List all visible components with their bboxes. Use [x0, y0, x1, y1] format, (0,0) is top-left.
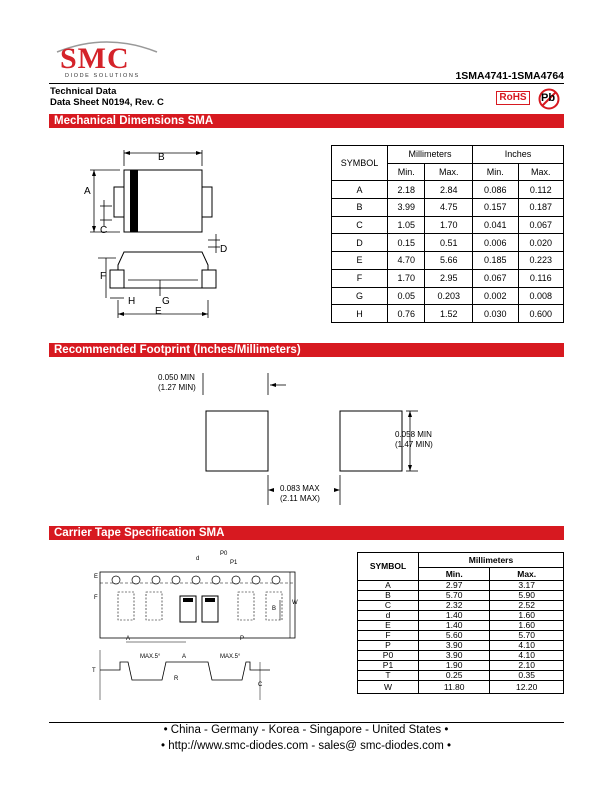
- cell: 5.66: [425, 252, 473, 270]
- col-symbol: SYMBOL: [358, 553, 419, 581]
- cell: 2.95: [425, 269, 473, 287]
- cell: A: [332, 181, 388, 199]
- dim-label-g: G: [162, 296, 170, 307]
- cell: 5.60: [419, 631, 490, 641]
- cell: 1.90: [419, 661, 490, 671]
- table-row: [358, 681, 564, 694]
- table-row: [358, 641, 564, 651]
- cell: 4.10: [490, 651, 564, 661]
- cell: 0.067: [518, 216, 563, 234]
- tape-label-p1: P1: [230, 560, 238, 566]
- cell: 5.70: [419, 591, 490, 601]
- cell: 1.40: [419, 611, 490, 621]
- table-row: [358, 581, 564, 591]
- dim-label-h: H: [128, 296, 136, 307]
- cell: 2.84: [425, 181, 473, 199]
- cell: T: [358, 671, 419, 681]
- tape-label-max5-right: MAX.5°: [220, 654, 241, 660]
- cell: 4.75: [425, 199, 473, 217]
- footprint-max-in: 0.083 MAX: [280, 484, 320, 493]
- tape-label-max5-left: MAX.5°: [140, 654, 161, 660]
- table-row: [332, 287, 564, 305]
- cell: 1.05: [388, 216, 425, 234]
- table-row: [358, 621, 564, 631]
- cell: 4.10: [490, 641, 564, 651]
- col-millimeters: Millimeters: [419, 553, 564, 568]
- section-carrier-tape: Carrier Tape Specification SMA: [49, 526, 564, 540]
- cell: D: [332, 234, 388, 252]
- dim-label-e: E: [155, 306, 162, 317]
- cell: B: [358, 591, 419, 601]
- cell: 5.70: [490, 631, 564, 641]
- cell: 4.70: [388, 252, 425, 270]
- cell: 5.90: [490, 591, 564, 601]
- table-row: [358, 651, 564, 661]
- pb-free-icon: [538, 88, 560, 110]
- col-min: Min.: [419, 568, 490, 581]
- table-row: [358, 591, 564, 601]
- cell: 0.203: [425, 287, 473, 305]
- doc-type: Technical Data: [50, 86, 117, 97]
- cell: 0.223: [518, 252, 563, 270]
- footprint-min-height-mm: (1.47 MIN): [395, 440, 433, 449]
- cell: 1.60: [490, 611, 564, 621]
- cell: 2.18: [388, 181, 425, 199]
- cell: 1.52: [425, 305, 473, 323]
- cell: H: [332, 305, 388, 323]
- cell: 0.25: [419, 671, 490, 681]
- table-row: [358, 671, 564, 681]
- col-millimeters: Millimeters: [388, 146, 473, 164]
- cell: P1: [358, 661, 419, 671]
- tape-label-d: d: [196, 556, 200, 562]
- rohs-text: RoHS: [499, 92, 527, 103]
- cell: 0.187: [518, 199, 563, 217]
- carrier-tape-drawing: [90, 550, 310, 710]
- cell: F: [358, 631, 419, 641]
- cell: 0.006: [473, 234, 518, 252]
- cell: P0: [358, 651, 419, 661]
- cell: 0.157: [473, 199, 518, 217]
- table-row: [332, 234, 564, 252]
- cell: 1.70: [425, 216, 473, 234]
- col-min: Min.: [388, 163, 425, 181]
- cell: 0.185: [473, 252, 518, 270]
- cell: 0.76: [388, 305, 425, 323]
- col-symbol: SYMBOL: [332, 146, 388, 181]
- col-max: Max.: [518, 163, 563, 181]
- cell: E: [332, 252, 388, 270]
- cell: B: [332, 199, 388, 217]
- cell: G: [332, 287, 388, 305]
- tape-spec-table: [357, 552, 564, 694]
- cell: 2.32: [419, 601, 490, 611]
- cell: 3.90: [419, 651, 490, 661]
- cell: 0.041: [473, 216, 518, 234]
- dim-label-f: F: [100, 271, 107, 282]
- tape-label-f: F: [94, 595, 98, 601]
- header-rule: [49, 83, 564, 84]
- table-row: [332, 252, 564, 270]
- cell: 11.80: [419, 681, 490, 694]
- cell: 2.10: [490, 661, 564, 671]
- footprint-min-width-mm: (1.27 MIN): [158, 383, 196, 392]
- cell: 0.51: [425, 234, 473, 252]
- table-row: [358, 661, 564, 671]
- footprint-min-width-in: 0.050 MIN: [158, 373, 195, 382]
- logo-text: SMC: [60, 42, 130, 75]
- pb-text: Pb: [541, 92, 556, 104]
- table-row: [332, 216, 564, 234]
- footprint-min-height-in: 0.058 MIN: [395, 430, 432, 439]
- cell: 0.086: [473, 181, 518, 199]
- logo-subtitle: DIODE SOLUTIONS: [65, 73, 140, 79]
- cell: 1.60: [490, 621, 564, 631]
- cell: 0.008: [518, 287, 563, 305]
- col-max: Max.: [425, 163, 473, 181]
- cell: 3.99: [388, 199, 425, 217]
- data-sheet-number: Data Sheet N0194, Rev. C: [50, 97, 164, 108]
- footer-countries: • China - Germany - Korea - Singapore - United States •: [163, 724, 449, 736]
- tape-label-c: C: [258, 682, 263, 688]
- tape-label-a-bottom: A: [182, 654, 187, 660]
- tape-label-t: T: [92, 668, 96, 674]
- dim-label-a: A: [84, 186, 91, 197]
- cell: 0.35: [490, 671, 564, 681]
- table-row: [332, 199, 564, 217]
- cell: P: [358, 641, 419, 651]
- table-row: [332, 305, 564, 323]
- table-row: [358, 631, 564, 641]
- dim-label-c: C: [100, 225, 108, 236]
- footer-contact: • http://www.smc-diodes.com - sales@ smc-diodes.com •: [160, 740, 452, 752]
- dimension-table: [331, 145, 564, 323]
- col-inches: Inches: [473, 146, 564, 164]
- cell: 0.112: [518, 181, 563, 199]
- cell: 0.05: [388, 287, 425, 305]
- tape-label-p0: P0: [220, 551, 228, 557]
- cell: A: [358, 581, 419, 591]
- col-min: Min.: [473, 163, 518, 181]
- dim-label-d: D: [220, 244, 228, 255]
- tape-label-r: R: [174, 676, 179, 682]
- table-row: [332, 269, 564, 287]
- part-range: 1SMA4741-1SMA4764: [455, 70, 564, 82]
- tape-label-p: P: [240, 636, 245, 642]
- cell: 0.116: [518, 269, 563, 287]
- tape-label-b: B: [272, 606, 277, 612]
- cell: 0.600: [518, 305, 563, 323]
- footprint-max-mm: (2.11 MAX): [280, 494, 320, 503]
- col-max: Max.: [490, 568, 564, 581]
- section-mechanical: Mechanical Dimensions SMA: [49, 114, 564, 128]
- cell: 0.030: [473, 305, 518, 323]
- table-row: [358, 601, 564, 611]
- brand-logo: [52, 36, 162, 82]
- cell: F: [332, 269, 388, 287]
- cell: 0.067: [473, 269, 518, 287]
- cell: 3.90: [419, 641, 490, 651]
- cell: d: [358, 611, 419, 621]
- cell: 1.40: [419, 621, 490, 631]
- cell: 2.52: [490, 601, 564, 611]
- footer-rule: [49, 722, 564, 723]
- cell: 1.70: [388, 269, 425, 287]
- tape-label-e: E: [94, 574, 99, 580]
- cell: W: [358, 681, 419, 694]
- cell: C: [332, 216, 388, 234]
- cell: 12.20: [490, 681, 564, 694]
- cell: E: [358, 621, 419, 631]
- section-footprint: Recommended Footprint (Inches/Millimeters): [49, 343, 564, 357]
- tape-label-w: W: [292, 600, 298, 606]
- cell: 0.020: [518, 234, 563, 252]
- cell: 2.97: [419, 581, 490, 591]
- tape-label-a: A: [126, 636, 131, 642]
- rohs-badge: [496, 91, 530, 105]
- cell: 0.002: [473, 287, 518, 305]
- table-row: [358, 611, 564, 621]
- cell: 0.15: [388, 234, 425, 252]
- cell: C: [358, 601, 419, 611]
- cell: 3.17: [490, 581, 564, 591]
- dim-label-b: B: [158, 152, 165, 163]
- table-row: [332, 181, 564, 199]
